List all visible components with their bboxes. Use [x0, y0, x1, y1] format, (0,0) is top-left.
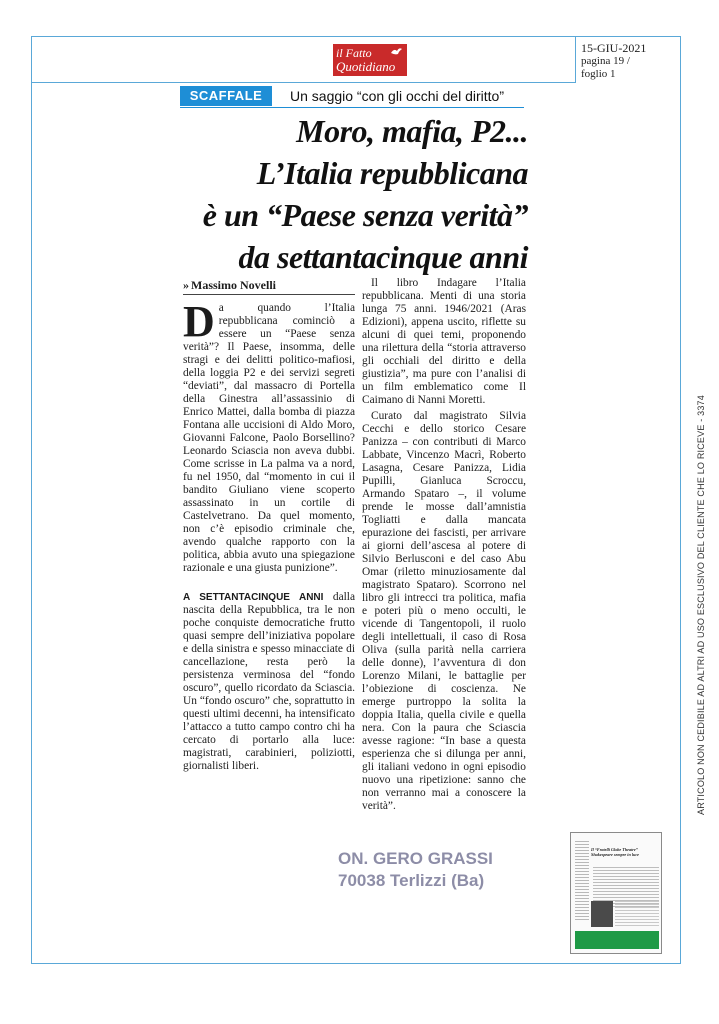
page-number: pagina 19 / — [581, 55, 630, 67]
paragraph-2-text: dalla nascita della Repubblica, tra le non poche conquiste democratiche frutto quasi sempre dell’iniziativa popolare e della sinistra e spesso minacciate di cancellazione, resta però la persistenza verminosa del “fondo oscuro”, quello ricordato da Sciascia. Un “fondo oscuro” che, soprattutto in questi ultimi decenni, ha intensificato l’attacco a tutto campo contro chi ha cercato di portarlo alla luce: magistrati, carabinieri, poliziotti, giornalisti liberi. — [183, 591, 356, 772]
page-thumbnail — [570, 832, 662, 954]
article-column-1 — [183, 297, 356, 773]
paragraph-1 — [183, 297, 355, 575]
stamp-line1: ON. GERO GRASSI — [338, 849, 493, 868]
thumbnail-sidebar-text — [575, 841, 589, 921]
kicker: Un saggio “con gli occhi del diritto” — [290, 88, 504, 104]
sheet-number: foglio 1 — [581, 68, 616, 80]
clipping-meta — [581, 42, 646, 81]
paragraph-2-leadin: A SETTANTACINQUE ANNI — [183, 592, 324, 603]
section-label: SCAFFALE — [180, 86, 272, 106]
headline-line3: è un “Paese senza verità” — [202, 197, 528, 233]
paragraph-3: Il libro Indagare l’Italia repubblicana. Menti di una storia lunga 75 anni. 1946/2021 (Aras Edizioni), appena uscito, riflette su alcuni di quei temi, proponendo una rilettura della “storia attraverso gli occhiali del diritto e della giustizia”, ma pure con l’analisi di un film emblematico come Il Caimano di Nanni Moretti. — [362, 277, 526, 406]
logo-line1: il Fatto — [336, 46, 372, 60]
paragraph-2 — [183, 591, 355, 773]
thumbnail-title: Il “Fratelli Globe Theatre” Shakespeare sempre in luce — [591, 847, 640, 857]
logo-bird-icon — [391, 47, 402, 56]
byline — [183, 278, 355, 295]
headline-line1: Moro, mafia, P2... — [296, 113, 528, 149]
paragraph-1-text: a quando l’Italia repubblicana cominciò a essere un “Paese senza verità”? Il Paese, insomma, delle stragi e dei delitti politico-mafiosi, della loggia P2 e dei servizi segreti “deviati”, dal massacro di Portella della Ginestra all’assassinio di Enrico Mattei, dalla bomba di piazza Fontana alle uccisioni di Aldo Moro, Giovanni Falcone, Paolo Borsellino? Leonardo Sciascia non aveva dubbi. Come scrisse in La palma va a nord, fu nel 1950, dal “momento in cui il bandito Giuliano viene scoperto assassinato in un cortile di Castelvetrano. Da quel momento, non c’è episodio criminale che, avendo qualche rapporto con la politica, abbia avuto una spiegazione razionale e una giusta punizione”. — [183, 302, 355, 574]
byline-arrows: » — [183, 278, 189, 292]
headline-line2: L’Italia repubblicana — [256, 155, 528, 191]
publication-date: 15-GIU-2021 — [581, 41, 647, 55]
header-divider — [31, 82, 575, 83]
stamp-line2: 70038 Terlizzi (Ba) — [338, 871, 485, 890]
article-column-2 — [362, 277, 526, 813]
thumbnail-text-block-2 — [615, 901, 659, 927]
paragraph-4: Curato dal magistrato Silvia Cecchi e dello storico Cesare Panizza – con contributi di Marco Labbate, Vincenzo Macrì, Roberto Lasagna, Cesare Panizza, Lidia Pupilli, Gianluca Scroccu, Armando Spataro –, il volume prende le mosse dall’amnistia Togliatti e dalla mancata epurazione dei fascisti, per arrivare ai giorni dell’ascesa al potere di Silvio Berlusconi e del caso Abu Omar (riletto minuziosamente dal magistrato Spataro). Scorrono nel libro gli intrecci tra politica, mafia e poteri più o meno occulti, le vicende di Tangentopoli, il ruolo degli intellettuali, il caso di Rosa Oliva (sulla parità nella carriera delle donne), l’avventura di don Lorenzo Milani, le battaglie per l’obiezione di coscienza. Ne emerge purtroppo la solita la doppia Italia, quella civile e quella nera. Con la paura che Sciascia avesse ragione: “In base a questa esperienza che si dilunga per anni, gli italiani vedono in ogni episodio nuovo una ripetizione: sanno che non verranno mai a conoscere la verità”. — [362, 410, 526, 812]
thumbnail-photo — [591, 901, 613, 927]
kicker-rule — [180, 107, 524, 108]
header-vertical-divider — [575, 36, 576, 83]
logo-line2: Quotidiano — [336, 59, 396, 74]
headline-line4: da settantacinque anni — [238, 239, 528, 275]
dropcap: D — [183, 297, 215, 346]
author-name: Massimo Novelli — [191, 278, 276, 292]
newspaper-logo — [333, 44, 407, 76]
copyright-side-note: ARTICOLO NON CEDIBILE AD ALTRI AD USO ESCLUSIVO DEL CLIENTE CHE LO RICEVE - 3374 — [696, 395, 706, 815]
address-stamp — [338, 848, 513, 892]
thumbnail-green-band — [575, 931, 659, 949]
headline — [140, 110, 528, 278]
